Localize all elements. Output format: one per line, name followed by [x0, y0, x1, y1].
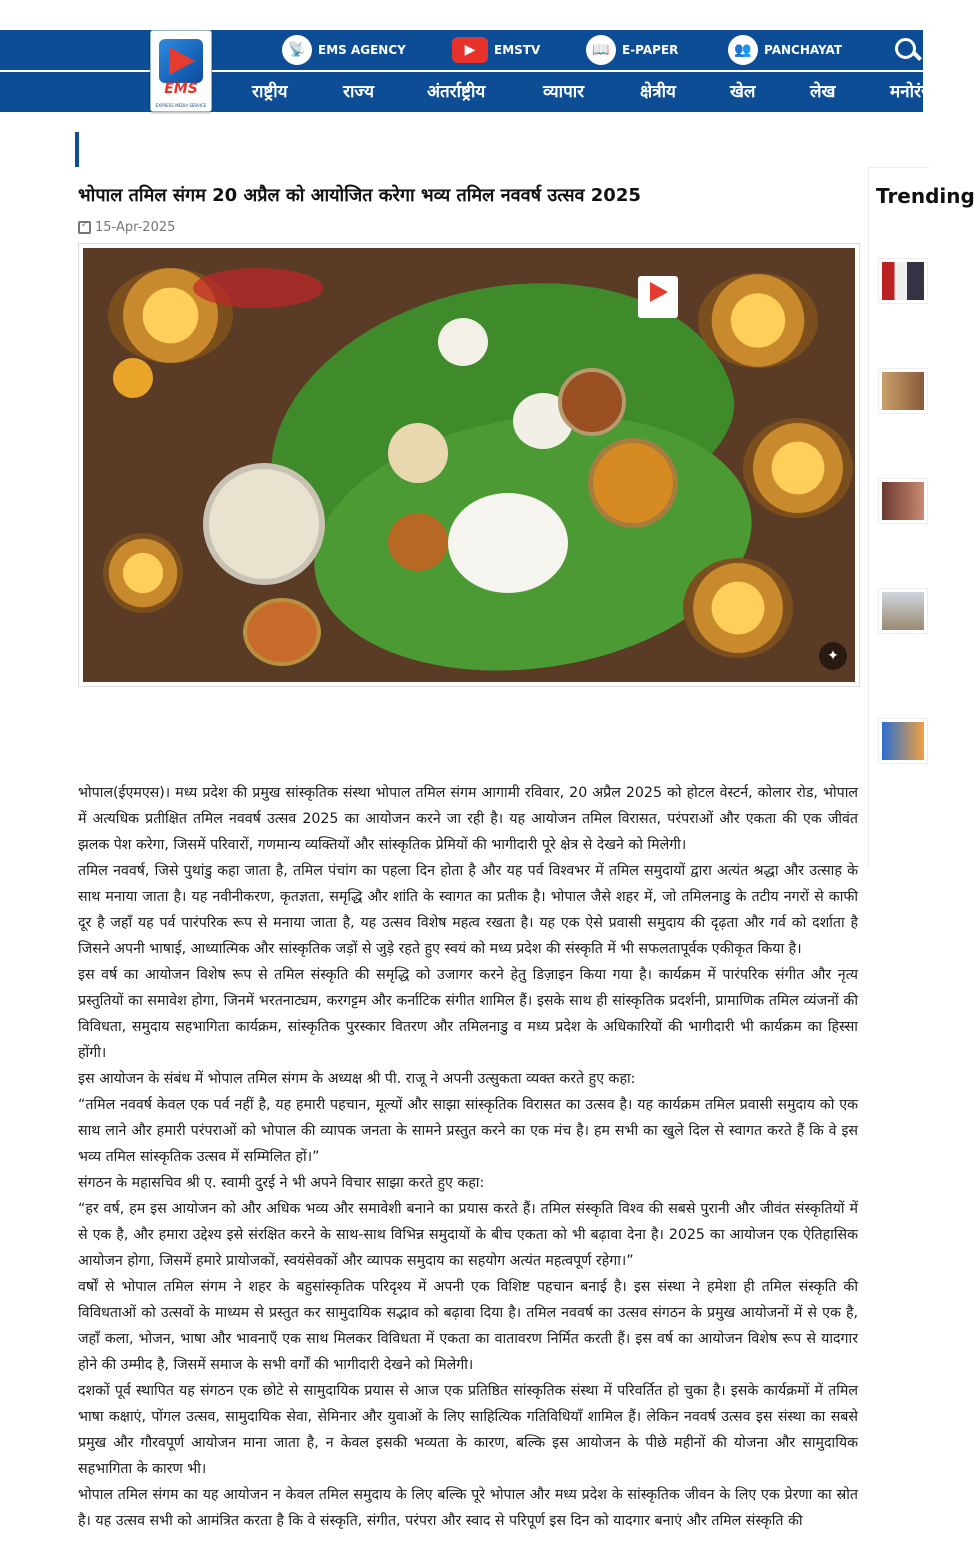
calendar-icon	[78, 221, 91, 234]
search-icon[interactable]	[893, 36, 921, 64]
article-date	[78, 220, 175, 235]
trending-sidebar	[868, 167, 975, 868]
ems-logo[interactable]	[150, 30, 212, 112]
article-paragraph: भोपाल(ईएमएस)। मध्य प्रदेश की प्रमुख सांस्कृतिक संस्था भोपाल तमिल संगम आगामी रविवार, 20 अप्रैल 2025 को होटल वेस्टर्न, कोलार रोड, भोपाल में अत्यधिक प्रतीक्षित तमिल नववर्ष उत्सव 2025 का आयोजन करने जा रही है। यह आयोजन तमिल विरासत, परंपराओं और एकता की एक जीवंत झलक पेश करेगा, जिसमें परिवारों, गणमान्य व्यक्तियों और सांस्कृतिक प्रेमियों की भागीदारी पूरे क्षेत्र से देखने को मिलेगी।	[78, 785, 858, 853]
vada	[388, 513, 448, 571]
article-image-frame	[78, 243, 860, 687]
panchayat-emblem-icon: 👥	[728, 35, 758, 65]
trending-title: Trending	[876, 184, 975, 208]
trending-thumbnail[interactable]	[878, 478, 928, 524]
curd-bowl	[203, 463, 325, 585]
curry-bowl	[588, 438, 678, 528]
top-link-emstv[interactable]	[452, 34, 540, 66]
logo-text: EMS	[164, 81, 198, 97]
article-paragraph: भोपाल तमिल संगम का यह आयोजन न केवल तमिल समुदाय के लिए बल्कि पूरे भोपाल और मध्य प्रदेश के सांस्कृतिक जीवन के लिए एक प्रेरणा का स्रोत है। यह उत्सव सभी को आमंत्रित करता है कि वे संस्कृति, संगीत, परंपरा और स्वाद से परिपूर्ण इस दिन को यादगार बनाएं और तमिल संस्कृति की	[78, 1487, 858, 1529]
nav-item-international[interactable]: अंतर्राष्ट्रीय	[427, 82, 486, 102]
article-paragraph: तमिल नववर्ष, जिसे पुथांडु कहा जाता है, तमिल पंचांग का पहला दिन होता है और यह पर्व विश्वभर में तमिल समुदायों द्वारा अत्यंत श्रद्धा और उत्साह के साथ मनाया जाता है। यह नवीनीकरण, कृतज्ञता, समृद्धि और शांति के स्वागत का प्रतीक है। भोपाल जैसे शहर में, जो तमिलनाडु के तटीय नगरों से काफी दूर है जहाँ यह पर्व पारंपरिक रूप से मनाया जाता है, यह उत्सव विशेष महत्व रखता है। यह एक ऐसे प्रवासी समुदाय की दृढ़ता और गर्व को दर्शाता है जिसने अपनी भाषाई, आध्यात्मिक और सांस्कृतिक जड़ों से जुड़े रहते हुए स्वयं को मध्य प्रदेश की संस्कृति में भी सफलतापूर्वक एकीकृत किया है।	[78, 863, 858, 957]
article-paragraph: दशकों पूर्व स्थापित यह संगठन एक छोटे से सामुदायिक प्रयास से आज एक प्रतिष्ठित सांस्कृतिक संस्था में परिवर्तित हो चुका है। इसके कार्यक्रमों में तमिल भाषा कक्षाएं, पोंगल उत्सव, सामुदायिक सेवा, सेमिनार और युवाओं के लिए साहित्यिक गतिविधियाँ शामिल हैं। लेकिन नववर्ष उत्सव इस संस्था का सबसे प्रमुख और गौरवपूर्ण आयोजन माना जाता है, न केवल इसकी भव्यता के कारण, बल्कि इस आयोजन के पीछे महीनों की योजना और सामुदायिक सहभागिता के कारण भी।	[78, 1383, 858, 1477]
sweet-bowl	[243, 598, 321, 666]
oil-lamp	[683, 558, 793, 658]
nav-item-entertainment[interactable]: मनोरंजन	[890, 82, 944, 102]
section-marker	[75, 132, 79, 167]
marigold	[113, 358, 153, 398]
nav-item-business[interactable]: व्यापार	[543, 82, 585, 102]
idli	[438, 318, 488, 366]
article-paragraph: इस वर्ष का आयोजन विशेष रूप से तमिल संस्कृति की समृद्धि को उजागर करने हेतु डिज़ाइन किया गया है। कार्यक्रम में पारंपरिक संगीत और नृत्य प्रस्तुतियों का समावेश होगा, जिनमें भरतनाट्यम, करगट्टम और कर्नाटिक संगीत शामिल हैं। इसके साथ ही सांस्कृतिक प्रदर्शनी, प्रामाणिक तमिल व्यंजनों की विविधता, समुदाय सहभागिता कार्यक्रम, सांस्कृतिक पुरस्कार वितरण और तमिलनाडु व मध्य प्रदेश के अधिकारियों की भागीदारी भी कार्यक्रम का हिस्सा होंगी।	[78, 967, 858, 1061]
image-watermark-logo	[638, 276, 678, 318]
top-link-epaper[interactable]	[586, 34, 678, 66]
top-strip	[0, 0, 923, 30]
oil-lamp	[698, 273, 818, 368]
ems-logo-icon	[159, 39, 203, 83]
nav-item-national[interactable]: राष्ट्रीय	[252, 82, 288, 102]
top-link-panchayat[interactable]	[728, 34, 842, 66]
candle	[103, 533, 183, 613]
top-link-label: E-PAPER	[622, 43, 679, 57]
article-paragraph: “हर वर्ष, हम इस आयोजन को और अधिक भव्य और समावेशी बनाने का प्रयास करते हैं। तमिल संस्कृति विश्व की सबसे पुरानी और जीवंत संस्कृतियों में से एक है, और हमारा उद्देश्य इसे संरक्षित करने के साथ-साथ विभिन्न समुदायों के बीच एकता को भी बढ़ावा देना है। 2025 का आयोजन एक ऐतिहासिक आयोजन होगा, जिसमें हमारे प्रायोजकों, स्वयंसेवकों और व्यापक समुदाय का सहयोग अत्यंत महत्वपूर्ण रहेगा।”	[78, 1201, 858, 1269]
top-link-label: EMSTV	[494, 43, 541, 57]
ai-sparkle-icon: ✦	[819, 642, 847, 670]
newspaper-icon: 📖	[586, 35, 616, 65]
nav-item-articles[interactable]: लेख	[810, 82, 836, 102]
trending-thumbnail[interactable]	[878, 588, 928, 634]
article-paragraph: “तमिल नववर्ष केवल एक पर्व नहीं है, यह हमारी पहचान, मूल्यों और साझा सांस्कृतिक विरासत का उत्सव है। यह कार्यक्रम तमिल प्रवासी समुदाय को एक साथ लाने और हमारी परंपराओं को भोपाल की व्यापक जनता के सामने प्रस्तुत करने का एक मंच है। हम सभी का खुले दिल से स्वागत करते हैं कि वे इस भव्य तमिल सांस्कृतिक उत्सव में सम्मिलित हों।”	[78, 1097, 858, 1165]
trending-thumbnail[interactable]	[878, 718, 928, 764]
tv-icon: ▶	[452, 37, 488, 63]
top-link-label: PANCHAYAT	[764, 43, 843, 57]
top-link-ems-agency[interactable]	[282, 34, 406, 66]
article-image[interactable]	[83, 248, 855, 682]
nav-item-regional[interactable]: क्षेत्रीय	[640, 82, 676, 102]
trending-thumbnail[interactable]	[878, 368, 928, 414]
date-text: 15-Apr-2025	[95, 220, 176, 235]
article-paragraph: इस आयोजन के संबंध में भोपाल तमिल संगम के अध्यक्ष श्री पी. राजू ने अपनी उत्सुकता व्यक्त करते हुए कहा:	[78, 1071, 636, 1087]
papad	[388, 423, 448, 483]
article-paragraph: संगठन के महासचिव श्री ए. स्वामी दुरई ने भी अपने विचार साझा करते हुए कहा:	[78, 1175, 485, 1191]
top-link-label: EMS AGENCY	[318, 43, 406, 57]
trending-thumbnail[interactable]	[878, 258, 928, 304]
satellite-icon: 📡	[282, 35, 312, 65]
pickle-bowl	[558, 368, 626, 436]
logo-tagline: EXPRESS MEDIA SERVICE	[155, 103, 207, 108]
article-headline: भोपाल तमिल संगम 20 अप्रैल को आयोजित करेगा भव्य तमिल नववर्ष उत्सव 2025	[78, 185, 641, 206]
nav-item-state[interactable]: राज्य	[343, 82, 374, 102]
flower-garland	[193, 268, 323, 308]
nav-item-sports[interactable]: खेल	[730, 82, 756, 102]
oil-lamp	[743, 418, 853, 518]
article-body	[78, 780, 858, 1534]
article-paragraph: वर्षों से भोपाल तमिल संगम ने शहर के बहुसांस्कृतिक परिदृश्य में अपनी एक विशिष्ट पहचान बनाई है। इस संस्था ने हमेशा ही तमिल संस्कृति की विविधताओं को उत्सवों के माध्यम से प्रस्तुत कर सामुदायिक सद्भाव को बढ़ावा दिया है। तमिल नववर्ष का उत्सव संगठन के प्रमुख आयोजनों में से एक है, जहाँ कला, भोजन, भाषा और भावनाएँ एक साथ मिलकर विविधता में एकता का वातावरण निर्मित करती हैं। इस वर्ष का आयोजन विशेष रूप से यादगार होने की उम्मीद है, जिसमें समाज के सभी वर्गों की भागीदारी देखने को मिलेगी।	[78, 1279, 858, 1373]
rice	[448, 493, 568, 593]
